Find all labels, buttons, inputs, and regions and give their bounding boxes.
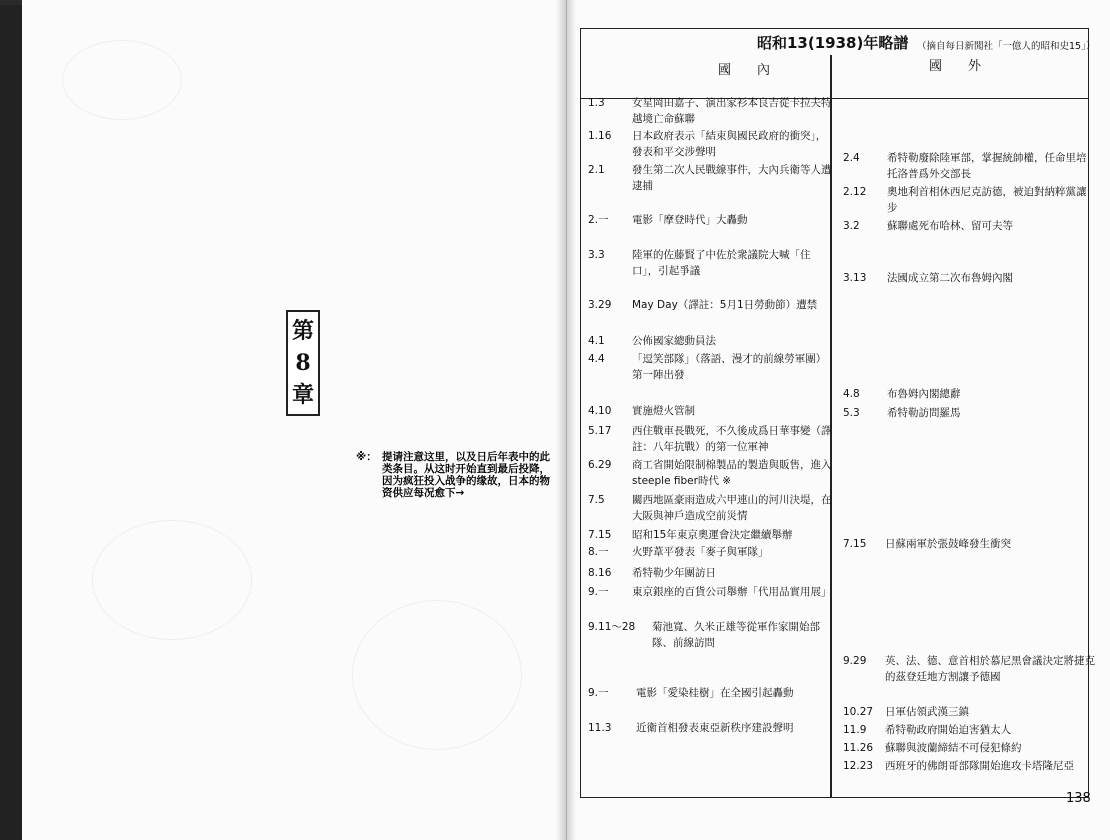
entry-date: 3.3 (588, 249, 605, 261)
chronology-table (580, 28, 1096, 798)
entry-text: 電影「愛染桂樹」在全國引起轟動 (636, 687, 794, 699)
entry-text: 法國成立第二次布魯姆內閣 (887, 272, 1013, 284)
entry-text: 西住戰車長戰死，不久後成爲日華事變（譯註：八年抗戰）的第一位軍神 (632, 425, 832, 453)
entry-text: 關西地區豪雨造成六甲連山的河川決堤，在大阪與神戶造成空前災情 (632, 494, 832, 522)
chapter-number: 8 (295, 350, 311, 376)
left-page (22, 0, 567, 840)
entry-date: 3.29 (588, 299, 612, 311)
entry-date: 8.一 (588, 546, 609, 558)
entry-text: 日軍佔領武漢三鎮 (885, 706, 969, 718)
entry-date: 11.9 (843, 724, 867, 736)
entry-date: 6.29 (588, 459, 612, 471)
entry-text: 電影「摩登時代」大轟動 (632, 214, 748, 226)
annotation-text: 提请注意这里，以及日后年表中的此类条目。从这时开始直到最后投降，因为疯狂投入战争的缘故，日本的物资供应每况愈下→ (382, 451, 550, 499)
entry-text: 發生第二次人民戰線事件，大內兵衛等人遭逮捕 (632, 164, 832, 192)
entry-text: 女星岡田嘉子、演出家衫本良吉從卡拉夫特越境亡命蘇聯 (632, 97, 832, 125)
entry-text: 商工省開始限制棉製品的製造與販售，進入steeple fiber時代 ※ (632, 459, 832, 487)
entry-text: 奧地利首相休西尼克訪德，被迫對納粹黨讓步 (887, 186, 1087, 214)
entry-text: 公佈國家總動員法 (632, 335, 716, 347)
entry-date: 4.10 (588, 405, 612, 417)
entry-date: 1.3 (588, 97, 605, 109)
entry-text: 希特勒政府開始迫害猶太人 (885, 724, 1011, 736)
column-header-domestic: 國內 (717, 63, 796, 78)
entry-date: 1.16 (588, 130, 612, 142)
entry-date: 12.23 (843, 760, 874, 772)
entry-text: 菊池寬、久米正雄等從軍作家開始部隊、前線訪問 (652, 621, 820, 649)
entry-date: 4.1 (588, 335, 605, 347)
entry-date: 3.2 (843, 220, 860, 232)
entry-date: 7.15 (843, 538, 867, 550)
page-number: 138 (1066, 791, 1091, 806)
table-header (581, 55, 1088, 99)
entry-date: 9.11～28 (588, 621, 636, 633)
entry-date: 4.8 (843, 388, 860, 400)
entry-date: 5.3 (843, 407, 860, 419)
entry-text: 希特勒訪問羅馬 (887, 407, 961, 419)
entry-text: 陸軍的佐藤賢了中佐於衆議院大喊「住口」，引起爭議 (632, 249, 811, 277)
chapter-heading (286, 310, 320, 416)
entry-text: 蘇聯處死布哈林、留可夫等 (887, 220, 1013, 232)
entry-text: 希特勒廢除陸軍部，掌握統帥權，任命里培托洛普爲外交部長 (887, 152, 1087, 180)
entry-date: 9.一 (588, 586, 609, 598)
entry-date: 5.17 (588, 425, 612, 437)
table-title: 昭和13(1938)年略譜 (757, 34, 909, 52)
entry-date: 2.12 (843, 186, 867, 198)
entry-text: 實施燈火管制 (632, 405, 695, 417)
entry-date: 3.13 (843, 272, 867, 284)
entry-text: 近衛首相發表東亞新秩序建設聲明 (636, 722, 794, 734)
entry-text: 「逗笑部隊」（落語、漫才的前線勞軍團）第一陣出發 (632, 353, 827, 381)
entry-date: 4.4 (588, 353, 605, 365)
entry-date: 9.一 (588, 687, 609, 699)
book-gutter (556, 0, 576, 840)
entry-text: 蘇聯與波蘭締結不可侵犯條約 (885, 742, 1022, 754)
entry-date: 2.1 (588, 164, 605, 176)
translator-annotation (356, 451, 556, 499)
entry-text: 西班牙的佛朗哥部隊開始進攻卡塔隆尼亞 (885, 760, 1074, 772)
entry-date: 8.16 (588, 567, 612, 579)
entry-text: 昭和15年東京奧運會決定繼續舉辦 (632, 529, 793, 541)
entry-text: 英、法、德、意首相於慕尼黑會議決定將捷克的茲登廷地方割讓予德國 (885, 655, 1095, 683)
entry-text: 日蘇兩軍於張鼓峰發生衝突 (885, 538, 1011, 550)
entry-text: May Day（譯註：5月1日勞動節）遭禁 (632, 299, 818, 311)
column-header-foreign: 國外 (928, 59, 1007, 74)
entry-date: 2.4 (843, 152, 860, 164)
entry-text: 火野葦平發表「麥子與軍隊」 (632, 546, 769, 558)
annotation-mark: ※： (356, 451, 377, 463)
chapter-char: 章 (291, 382, 314, 408)
entry-date: 10.27 (843, 706, 874, 718)
entry-text: 希特勒少年團訪日 (632, 567, 716, 579)
entry-date: 11.3 (588, 722, 612, 734)
table-title-row (581, 29, 1096, 55)
entry-date: 2.一 (588, 214, 609, 226)
entry-text: 布魯姆內閣總辭 (887, 388, 961, 400)
scan-edge (0, 0, 22, 840)
entry-date: 11.26 (843, 742, 874, 754)
bleed-through-shape (352, 600, 522, 750)
chapter-char: 第 (291, 318, 314, 344)
entry-text: 東京銀座的百貨公司舉辦「代用品實用展」 (632, 586, 832, 598)
entry-date: 9.29 (843, 655, 867, 667)
bleed-through-shape (92, 520, 252, 640)
entry-date: 7.15 (588, 529, 612, 541)
table-source: （摘自每日新聞社「一億人的昭和史15」） (917, 41, 1096, 52)
bleed-through-shape (62, 40, 182, 120)
entry-text: 日本政府表示「結束與國民政府的衝突」，發表和平交涉聲明 (632, 130, 827, 158)
entry-date: 7.5 (588, 494, 605, 506)
